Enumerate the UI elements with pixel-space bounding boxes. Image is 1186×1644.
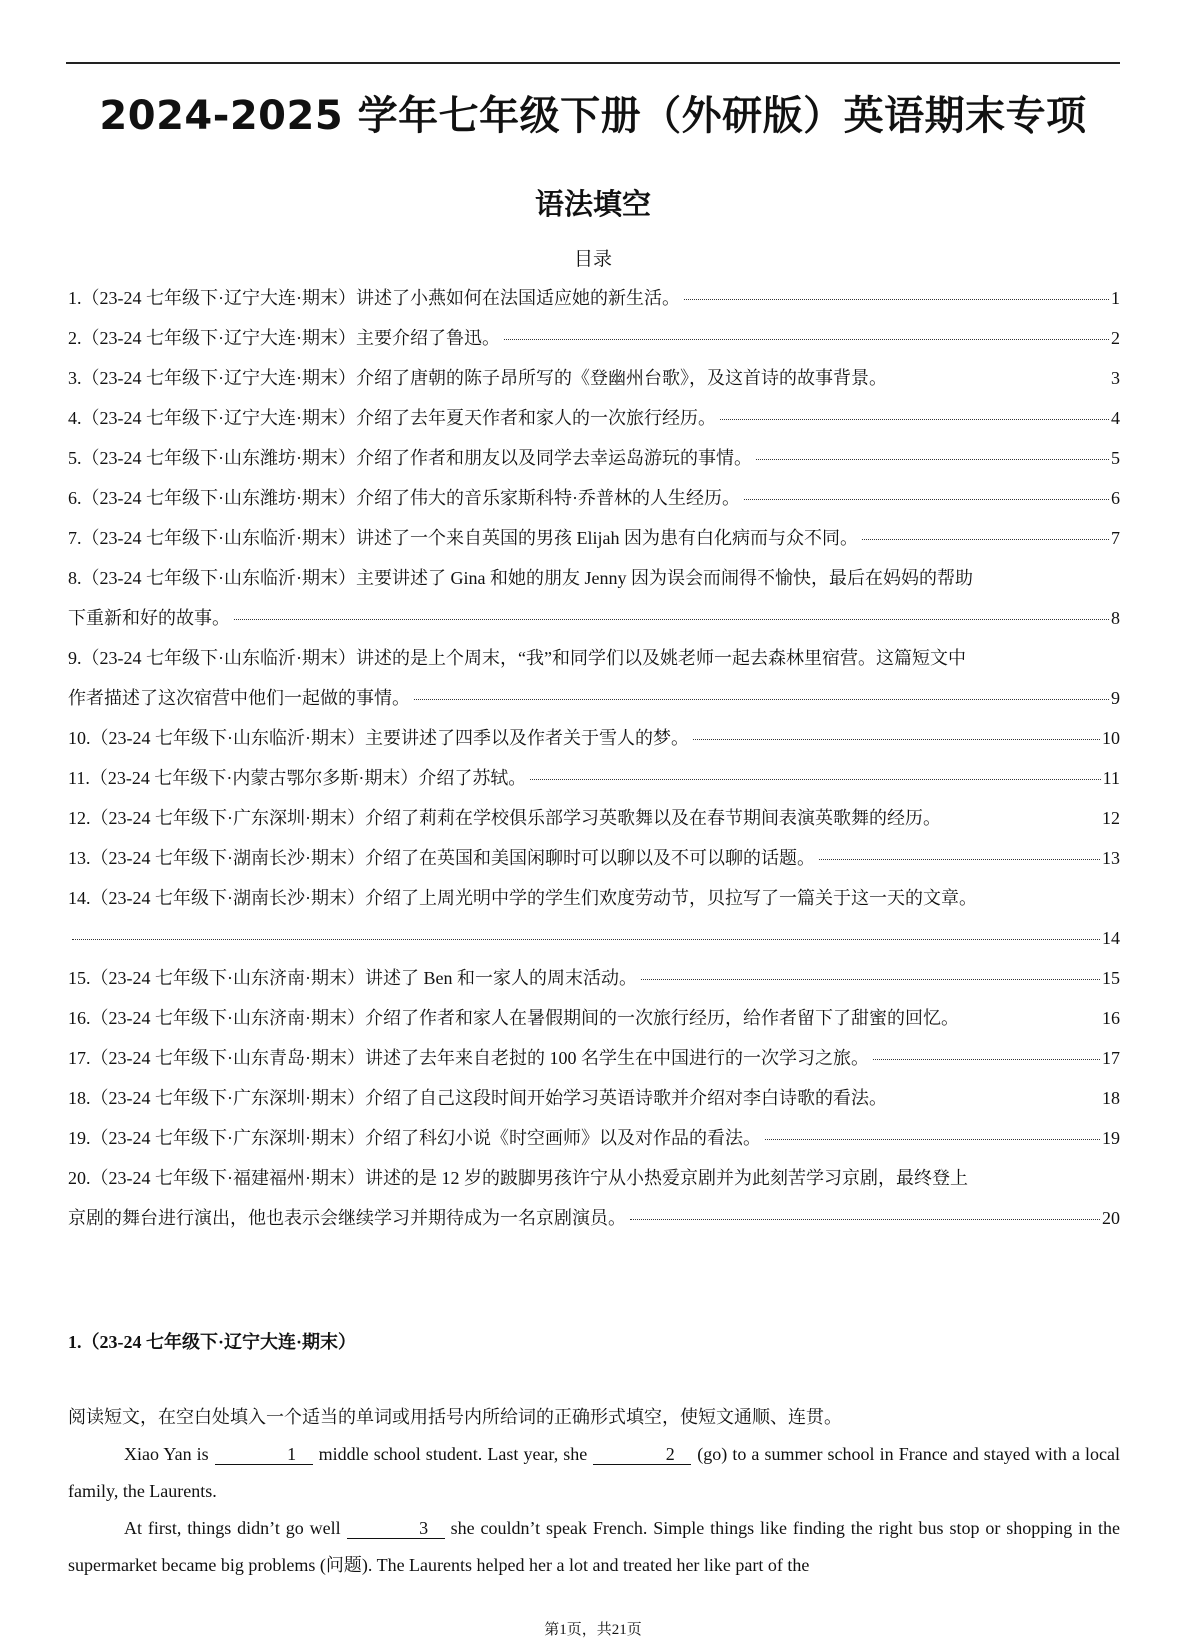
toc-item-15[interactable]: 15.（23-24 七年级下·山东济南·期末）讲述了 Ben 和一家人的周末活动。 15 bbox=[68, 968, 1120, 988]
toc-item-17[interactable]: 17.（23-24 七年级下·山东青岛·期末）讲述了去年来自老挝的 100 名学生在中国进行的一次学习之旅。 17 bbox=[68, 1048, 1120, 1068]
toc-item-3[interactable]: 3.（23-24 七年级下·辽宁大连·期末）介绍了唐朝的陈子昂所写的《登幽州台歌》，及这首诗的故事背景。 3 bbox=[68, 368, 1120, 388]
passage-paragraph: Xiao Yan is 1 middle school student. Last year, she 2 (go) to a summer school in France and stayed with a local family, the Laurents. bbox=[68, 1444, 1120, 1501]
page-title: 2024-2025 学年七年级下册（外研版）英语期末专项 bbox=[99, 93, 1087, 139]
toc-item-7[interactable]: 7.（23-24 七年级下·山东临沂·期末）讲述了一个来自英国的男孩 Elijah 因为患有白化病而与众不同。 7 bbox=[68, 528, 1120, 548]
toc-item-10[interactable]: 10.（23-24 七年级下·山东临沂·期末）主要讲述了四季以及作者关于雪人的梦。 10 bbox=[68, 728, 1120, 748]
toc-item-9[interactable]: 9.（23-24 七年级下·山东临沂·期末）讲述的是上个周末，“我”和同学们以及姚老师一起去森林里宿营。这篇短文中 作者描述了这次宿营中他们一起做的事情。 9 bbox=[68, 648, 1120, 708]
reading-passage bbox=[68, 1436, 1120, 1584]
toc-item-14[interactable]: 14.（23-24 七年级下·湖南长沙·期末）介绍了上周光明中学的学生们欢度劳动节，贝拉写了一篇关于这一天的文章。 14 bbox=[68, 888, 1120, 948]
toc-item-13[interactable]: 13.（23-24 七年级下·湖南长沙·期末）介绍了在英国和美国闲聊时可以聊以及不可以聊的话题。 13 bbox=[68, 848, 1120, 868]
table-of-contents bbox=[68, 278, 1120, 1238]
question-instruction: 阅读短文，在空白处填入一个适当的单词或用括号内所给词的正确形式填空，使短文通顺、连贯。 bbox=[68, 1407, 842, 1427]
toc-item-11[interactable]: 11.（23-24 七年级下·内蒙古鄂尔多斯·期末）介绍了苏轼。 11 bbox=[68, 768, 1120, 788]
top-rule bbox=[66, 62, 1120, 64]
toc-item-6[interactable]: 6.（23-24 七年级下·山东潍坊·期末）介绍了伟大的音乐家斯科特·乔普林的人生经历。 6 bbox=[68, 488, 1120, 508]
section-title: 语法填空 bbox=[534, 187, 651, 221]
blank-1[interactable]: 1 bbox=[215, 1444, 313, 1465]
passage-paragraph: At first, things didn’t go well 3 she couldn’t speak French. Simple things like finding the right bus stop or shopping in the supermarket became big problems (问题). The Laurents helped her a lot and treated her like part of the bbox=[68, 1518, 1120, 1575]
page-footer: 第1页，共21页 bbox=[544, 1622, 642, 1638]
toc-item-20[interactable]: 20.（23-24 七年级下·福建福州·期末）讲述的是 12 岁的跛脚男孩许宁从小热爱京剧并为此刻苦学习京剧，最终登上 京剧的舞台进行演出，他也表示会继续学习并期待成为一名京剧演员。 20 bbox=[68, 1168, 1120, 1228]
question-heading: 1.（23-24 七年级下·辽宁大连·期末） bbox=[68, 1332, 356, 1352]
toc-heading: 目录 bbox=[573, 249, 612, 270]
toc-item-2[interactable]: 2.（23-24 七年级下·辽宁大连·期末）主要介绍了鲁迅。 2 bbox=[68, 328, 1120, 348]
blank-2[interactable]: 2 bbox=[593, 1444, 691, 1465]
toc-item-19[interactable]: 19.（23-24 七年级下·广东深圳·期末）介绍了科幻小说《时空画师》以及对作品的看法。 19 bbox=[68, 1128, 1120, 1148]
toc-item-12[interactable]: 12.（23-24 七年级下·广东深圳·期末）介绍了莉莉在学校俱乐部学习英歌舞以及在春节期间表演英歌舞的经历。 12 bbox=[68, 808, 1120, 828]
toc-item-18[interactable]: 18.（23-24 七年级下·广东深圳·期末）介绍了自己这段时间开始学习英语诗歌并介绍对李白诗歌的看法。 18 bbox=[68, 1088, 1120, 1108]
blank-3[interactable]: 3 bbox=[347, 1518, 445, 1539]
toc-item-1[interactable]: 1.（23-24 七年级下·辽宁大连·期末）讲述了小燕如何在法国适应她的新生活。 1 bbox=[68, 288, 1120, 308]
toc-item-4[interactable]: 4.（23-24 七年级下·辽宁大连·期末）介绍了去年夏天作者和家人的一次旅行经历。 4 bbox=[68, 408, 1120, 428]
toc-item-8[interactable]: 8.（23-24 七年级下·山东临沂·期末）主要讲述了 Gina 和她的朋友 Jenny 因为误会而闹得不愉快，最后在妈妈的帮助 下重新和好的故事。 8 bbox=[68, 568, 1120, 628]
toc-item-5[interactable]: 5.（23-24 七年级下·山东潍坊·期末）介绍了作者和朋友以及同学去幸运岛游玩的事情。 5 bbox=[68, 448, 1120, 468]
toc-item-16[interactable]: 16.（23-24 七年级下·山东济南·期末）介绍了作者和家人在暑假期间的一次旅行经历，给作者留下了甜蜜的回忆。 16 bbox=[68, 1008, 1120, 1028]
